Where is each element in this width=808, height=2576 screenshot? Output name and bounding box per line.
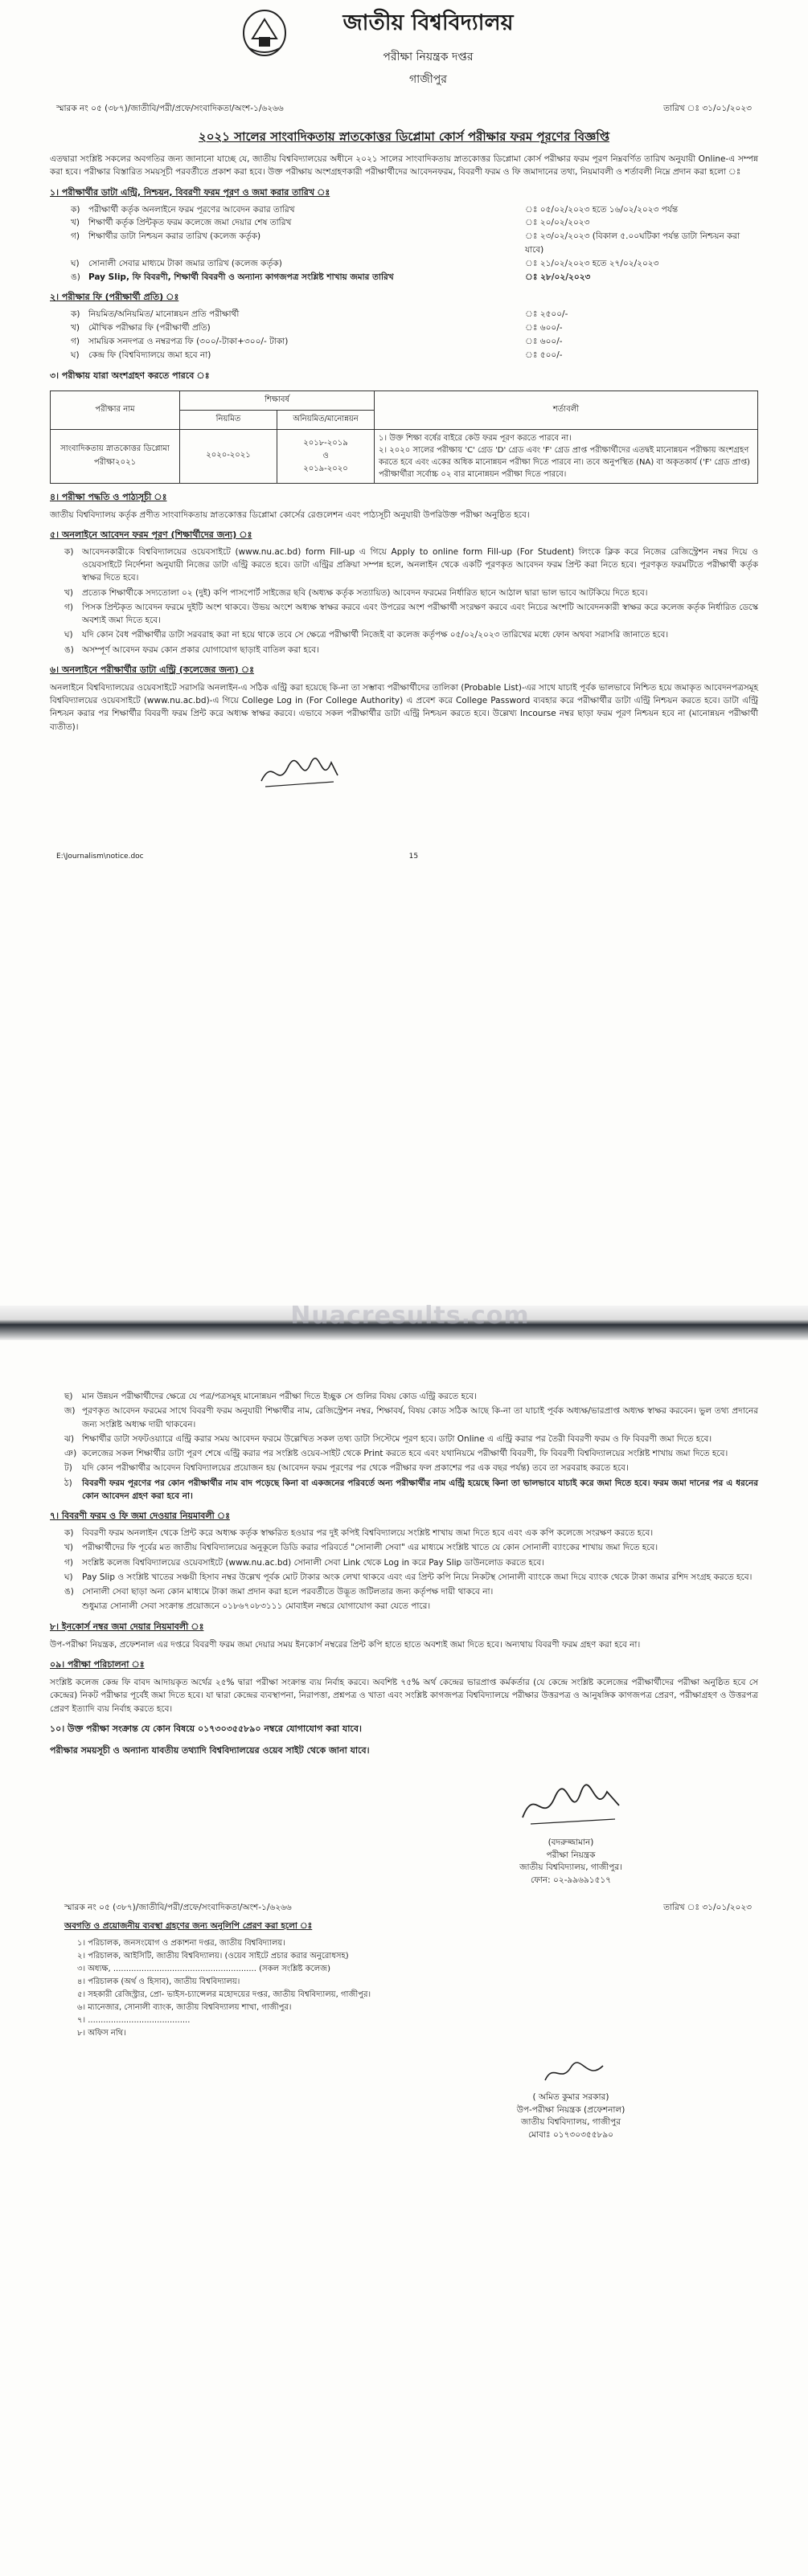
section-6-heading: ৬। অনলাইনে পরীক্ষার্থীর ডাটা এন্ট্রি (কলেজের জন্য) ঃ	[50, 664, 255, 675]
list-row: ক) নিয়মিত/অনিয়মিত/ মানোন্নয়ন প্রতি পরীক্ষার্থী ঃ ২৫০০/-	[71, 309, 568, 320]
copy-recipient: ৬। ম্যানেজার, সোনালী ব্যাংক, জাতীয় বিশ্ববিদ্যালয় শাখা, গাজীপুর।	[77, 2002, 292, 2012]
copy-recipient: ৫। সহকারী রেজিস্ট্রার, প্রো- ভাইস-চ্যান্সেলর মহোদয়ের দপ্তর, জাতীয় বিশ্ববিদ্যালয়, গাজীপুর।	[77, 1989, 371, 1999]
signature-scribble-icon	[257, 753, 346, 793]
section-1-heading: ১। পরীক্ষার্থীর ডাটা এন্ট্রি, নিশ্চয়ন, বিবরণী ফরম পূরণ ও জমা করার তারিখ ঃ	[50, 186, 330, 198]
list-item: শুধুমাত্র সোনালী সেবা সংক্রান্ত প্রয়োজনে ০১৮৬৭০৮৩১১১ মোবাইল নম্বরে যোগাযোগ করা যেতে পারে।	[82, 1601, 431, 1612]
list-item: গ) সংশ্লিষ্ট কলেজ বিশ্ববিদ্যালয়ের ওয়েবসাইটে (www.nu.ac.bd) সোনালী সেবা Link থেকে Log in করে Pay Slip ডাউনলোড করতে হবে।	[64, 1557, 544, 1568]
list-item: ঘ) যদি কোন বৈধ পরীক্ষার্থীর ডাটা সরবরাহ করা না হয়ে থাকে তবে সে ক্ষেত্রে পরীক্ষার্থী নিজেই বা কলেজ কর্তৃপক্ষ ০৫/০২/২০২৩ তারিখের মধ্যে ফোন অথবা সরাসরি জানাতে হবে।	[64, 630, 669, 640]
fee-deposit-rules	[0, 1527, 808, 1613]
page-number: 15	[408, 852, 419, 861]
section-7-heading: ৭। বিবরণী ফরম ও ফি জমা দেওয়ার নিয়মাবলী ঃ	[50, 1511, 230, 1522]
memo-date: তারিখ ঃ ৩১/০১/২০২৩	[663, 104, 752, 113]
section-8-text: উপ-পরীক্ষা নিয়ন্ত্রক, প্রফেশনাল এর দপ্তরে বিবরণী ফরম জমা দেয়ার সময় ইনকোর্স নম্বরের প্রিন্ট কপি হাতে হাতে অবশ্যই জমা দিতে হবে। অন্যথায় বিবরণী ফরম গ্রহণ করা হবে না।	[50, 1639, 641, 1650]
deputy-signature-icon	[539, 2056, 611, 2088]
list-row: খ) মৌখিক পরীক্ষার ফি (পরীক্ষার্থী প্রতি) ঃ ৬০০/-	[71, 323, 563, 333]
list-item: ঙ) সোনালী সেবা ছাড়া অন্য কোন মাধ্যমে টাকা জমা প্রদান করা হলে পরবর্তীতে উদ্ভূত জটিলতার জন্য কর্তৃপক্ষ দায়ী থাকবে না।	[64, 1587, 494, 1597]
student-instructions	[0, 546, 808, 656]
list-item: ঠ) বিবরণী ফরম পূরণের পর কোন পরীক্ষার্থীর নাম বাদ পড়েছে কিনা বা একজনের পরিবর্তে অন্য পরীক্ষার্থীর নাম এন্ট্রি হয়েছে কিনা তা ভালভাবে যাচাই করে জমা দিতে হবে। ফরম জমা দানের পর এ ধরনের কোন আবেদন গ্রহণ করা হবে না।	[64, 1478, 758, 1501]
list-item: ঞ) কলেজের সকল শিক্ষার্থীর ডাটা পূরণ শেষে এন্ট্রি করার পর সংশ্লিষ্ট ওয়েব-সাইট থেকে Print করতে হবে এবং যথানিয়মে পরীক্ষার্থী বিবরণী, ফি বিবরণী বিশ্ববিদ্যালয়ের সংশ্লিষ্ট শাখায় জমা দিতে হবে।	[64, 1449, 728, 1459]
cell-regular: ২০২০-২০২১	[180, 429, 277, 483]
copy-recipients	[77, 1937, 744, 2040]
deputy-sign-block: ( অমিত কুমার সরকার) উপ-পরীক্ষা নিয়ন্ত্রক (প্রফেশনাল) জাতীয় বিশ্ববিদ্যালয়, গাজীপুর মোবাঃ ০১৭৩০৩৫৫৮৯০	[516, 2091, 625, 2141]
memo-number-2: স্মারক নং ০৫ (৩৮৭)/জাতীবি/পরী/প্রফে/সংবাদিকতা/অংশ-১/৬২৬৬	[64, 1902, 292, 1912]
list-item: ক) আবেদনকারীকে বিশ্ববিদ্যালয়ের ওয়েবসাইটে (www.nu.ac.bd) form Fill-up এ গিয়ে Apply to online form Fill-up (For Student) লিংকে ক্লিক করে নিজের রেজিস্ট্রেশন নম্বর দিয়ে ও ওয়েবসাইটে নির্দেশনা অনুযায়ী নিজের ডাটা এন্ট্রি করতে হবে। ডাটা এন্ট্রির প্রক্রিয়া সম্পন্ন হলে, অনলাইন থেকে একটি পূরণকৃত আবেদন ফরম প্রিন্ট করা নিতে হবে। পূরণকৃত ফরমটিতে পরীক্ষার্থী কর্তৃক স্বাক্ষর দিতে হবে।	[64, 546, 758, 583]
list-item: ঘ) Pay Slip ও সংশ্লিষ্ট খাতের সঞ্চয়ী হিসাব নম্বর উল্লেখ পূর্বক মোট টাকার অংক লেখা থাকবে এবং এর প্রিন্ট কপি নিয়ে নিকটস্থ সোনালী ব্যাংকে জমা দিয়ে ব্যাংক থেকে টাকা জমার রশিদ সংগ্রহ করতে হবে।	[64, 1572, 753, 1582]
section-6-text: অনলাইনে বিশ্ববিদ্যালয়ের ওয়েবসাইটে সরাসরি অনলাইন-এ সঠিক এন্ট্রি করা হয়েছে কি-না তা সম্ভাব্য পরীক্ষার্থীদের তালিকা (Probable List)-এর সাথে যাচাই পূর্বক ভালভাবে নিশ্চিত হয়ে জমাকৃত আবেদনপত্রসমূহ বিশ্ববিদ্যালয়ের ওয়েবসাইটে (www.nu.ac.bd)-এ গিয়ে College Log in (For College Authority) এ প্রবেশ করে College Password ব্যবহার করে পরীক্ষার্থীর ডাটা এন্ট্রি নিশ্চয়ন করতে হবে। ডাটা এন্ট্রি নিশ্চয়ন করার পর শিক্ষার্থীর বিবরণী ফরম প্রিন্ট করে অধ্যক্ষ স্বাক্ষর করবে। এভাবে সকল পরীক্ষার্থীর ডাটা এন্ট্রি নিশ্চয়ন করতে হবে। উল্লেখ্য Incourse নম্বর ছাড়া ফরম পূরণ নিশ্চয়ন হবে না (মানোন্নয়ন পরীক্ষার্থী ব্যতীত)।	[50, 682, 758, 732]
list-item: গ) পিসক প্রিন্টকৃত আবেদন ফরমে দুইটি অংশ থাকবে। উভয় অংশে অধ্যক্ষ স্বাক্ষর করবে এবং উপরের অংশ পরীক্ষার্থী সংরক্ষণ করবে এবং নিচের অংশটি আবেদনকারী স্বাক্ষর করে কলেজ কর্তৃক নির্ধারিত ডেস্কে অবশ্যই জমা দিতে হবে।	[64, 602, 758, 626]
cell-exam: সাংবাদিকতায় স্নাতকোত্তর ডিপ্লোমা পরীক্ষা২০২১	[51, 429, 180, 483]
page-footer	[56, 853, 808, 861]
list-row: ঙ) Pay Slip, ফি বিবরণী, শিক্ষার্থী বিবরণী ও অন্যান্য কাগজপত্র সংশ্লিষ্ট শাখায় জমার তারিখ ঃ ২৮/০২/২০২৩	[71, 272, 591, 282]
cell-conditions: ১। উক্ত শিক্ষা বর্ষের বাইরে কেউ ফরম পূরণ করতে পারবে না। ২। ২০২০ সালের পরীক্ষায় 'C' গ্রেড 'D' গ্রেড এবং 'F' গ্রেড প্রাপ্ত পরীক্ষার্থীদের এতদ্বই মানোন্নয়ন পরীক্ষায় অংশগ্রহণ করতে হবে এবং একের অধিক মানোন্নয়ন পরীক্ষা দিতে পারবে না। তবে অনুপস্থিত (NA) বা অকৃতকার্য ('F' গ্রেড প্রাপ্ত) পরীক্ষার্থীরা সর্বোচ্চ ০২ বার মানোন্নয়ন পরীক্ষা দিতে পারবে।	[375, 429, 758, 483]
college-instructions-continued	[0, 1390, 808, 1503]
fee-list	[0, 308, 808, 362]
list-item: খ) পরীক্ষার্থীদের ফি পূর্বের মত জাতীয় বিশ্ববিদ্যালয়ের অনুকূলে ডিডি করার পরিবর্তে "সোনালী সেবা" এর মাধ্যমে সংশ্লিষ্ট খাতে যে কোন সোনালী ব্যাংকের শাখায় জমা দিতে হবে।	[64, 1543, 658, 1553]
section-4-text: জাতীয় বিশ্ববিদ্যালয় কর্তৃক প্রণীত সাংবাদিকতায় স্নাতকোত্তর ডিপ্লোমা কোর্সের রেগুলেশন এবং পাঠ্যসূচী অনুযায়ী উপরিউক্ত পরীক্ষা অনুষ্ঠিত হবে।	[50, 509, 530, 520]
letterhead	[0, 0, 808, 103]
controller-sign-block: (বদরুজ্জামান) পরীক্ষা নিয়ন্ত্রক জাতীয় বিশ্ববিদ্যালয়, গাজীপুর। ফোন: ০২-৯৯৬৯১৫১৭	[519, 1837, 622, 1886]
closing-note: পরীক্ষার সময়সূচী ও অন্যান্য যাবতীয় তথ্যাদি বিশ্ববিদ্যালয়ের ওয়েব সাইট থেকে জানা যাবে।	[50, 1744, 370, 1756]
intro-paragraph: এতদ্বারা সংশ্লিষ্ট সকলের অবগতির জন্য জানানো যাচ্ছে যে, জাতীয় বিশ্ববিদ্যালয়ের অধীনে ২০২১ সালের সাংবাদিকতায় স্নাতকোত্তর ডিপ্লোমা কোর্স পরীক্ষার ফরম পূরণ নিম্নবর্ণিত তারিখ অনুযায়ী Online-এ সম্পন্ন করা হবে। পরীক্ষার বিস্তারিত সময়সূচী পরবর্তীতে প্রকাশ করা হবে। উক্ত পরীক্ষায় অংশগ্রহণকারী পরীক্ষার্থীদের আবেদনফরম, বিবরণী ফরম ও ফি জমাদানের তথ্য, নিয়মাবলী ও শর্তাবলী নিম্নে প্রদান করা হলো ঃ	[50, 154, 758, 178]
section-9-text: সংশ্লিষ্ট কলেজ কেন্দ্র ফি বাবদ আদায়কৃত অর্থের ২৫% দ্বারা পরীক্ষা সংক্রান্ত ব্যয় নির্বাহ করবে। অবশিষ্ট ৭৫% অর্থ কেন্দ্রের ভারপ্রাপ্ত কর্মকর্তার (যে কেন্দ্রে সংশ্লিষ্ট কলেজের পরীক্ষার্থীদের পরীক্ষা অনুষ্ঠিত হবে সে কেন্দ্রের) নিকট পরীক্ষার পূর্বেই জমা দিতে হবে। যা দ্বারা কেন্দ্রের ব্যবস্থাপনা, নিরাপত্তা, প্রশ্নপত্র ও খাতা এবং সংশ্লিষ্ট কাগজপত্র বিশ্ববিদ্যালয়ে পরীক্ষার উত্তরপত্র ও আনুষঙ্গিক কাগজপত্র প্রেরণ, পরীক্ষাগ্রহণ ও উত্তরপত্র প্রেরণ ইত্যাদি ব্যয় নির্বাহ করতে হবে।	[50, 1677, 758, 1714]
copy-recipient: ২। পরিচালক, আইসিটি, জাতীয় বিশ্ববিদ্যালয়। (ওয়েব সাইটে প্রচার করার অনুরোধসহ)	[77, 1951, 349, 1961]
list-item: জ) পূরণকৃত আবেদন ফরমের সাথে বিবরণী ফরম অনুযায়ী শিক্ষার্থীর নাম, রেজিস্ট্রেশন নম্বর, শিক্ষাবর্ষ, বিষয় কোড সঠিক আছে কি-না তা যাচাই পূর্বক অধ্যক্ষ/ভারপ্রাপ্ত অধ্যক্ষ স্বাক্ষর করবেন। ভুল তথ্য প্রদানের জন্য সংশ্লিষ্ট অধ্যক্ষ দায়ী থাকবেন।	[64, 1406, 758, 1429]
section-10-contact: ১০। উক্ত পরীক্ষা সংক্রান্ত যে কোন বিষয়ে ০১৭৩০৩৫৫৮৯০ নম্বরে যোগাযোগ করা যাবে।	[50, 1723, 362, 1734]
list-row: ঘ) কেন্দ্র ফি (বিশ্ববিদ্যালয়ে জমা হবে না) ঃ ৫০০/-	[71, 350, 563, 360]
list-item: ট) যদি কোন পরীক্ষার্থীর আবেদন বিশ্ববিদ্যালয়ের প্রয়োজন হয় (আবেদন ফরম পূরণের পর থেকে পরীক্ষার ফল প্রকাশের পর এক বছর পর্যন্ত) তবে তা সরবরাহ করতে হবে।	[64, 1463, 629, 1474]
section-2-heading: ২। পরীক্ষার ফি (পরীক্ষার্থী প্রতি) ঃ	[50, 292, 179, 303]
notice-page-2	[0, 1340, 808, 2576]
university-logo-icon	[241, 8, 288, 58]
memo-number: স্মারক নং ০৫ (৩৮৭)/জাতীবি/পরী/প্রফে/সংবাদিকতা/অংশ-১/৬২৬৬	[56, 104, 284, 113]
list-row: গ) শিক্ষার্থীর ডাটা নিশ্চয়ন করার তারিখ (কলেজ কর্তৃক) ঃ ২৩/০২/২০২৩ (বিকাল ৫.০০ঘটিকা পর্যন্ত ডাটা নিশ্চয়ন করা যাবে)	[71, 231, 740, 255]
section-9-heading: ০৯। পরীক্ষা পরিচালনা ঃ	[50, 1658, 145, 1670]
file-path: E:\Journalism\notice.doc	[56, 852, 144, 861]
cell-irregular: ২০১৮-২০১৯ ও ২০১৯-২০২০	[277, 429, 375, 483]
copy-recipient: ১। পরিচালক, জনসংযোগ ও প্রকাশনা দপ্তর, জাতীয় বিশ্ববিদ্যালয়।	[77, 1938, 285, 1948]
list-item: ঙ) অসম্পূর্ণ আবেদন ফরম কোন প্রকার যোগাযোগ ছাড়াই বাতিল করা হবে।	[64, 644, 319, 655]
section-8-heading: ৮। ইনকোর্স নম্বর জমা দেয়ার নিয়মাবলী ঃ	[50, 1621, 204, 1632]
list-item: ক) বিবরণী ফরম অনলাইন থেকে প্রিন্ট করে অধ্যক্ষ কর্তৃক স্বাক্ষরিত হওয়ার পর দুই কপিই বিশ্ববিদ্যালয়ে সংশ্লিষ্ট শাখায় জমা দিতে হবে এবং এক কপি কলেজে সংরক্ষণ করতে হবে।	[64, 1528, 654, 1539]
section-3-heading: ৩। পরীক্ষায় যারা অংশগ্রহণ করতে পারবে ঃ	[50, 370, 210, 381]
list-item: ছ) মান উন্নয়ন পরীক্ষার্থীদের ক্ষেত্রে যে পত্র/পত্রসমূহ মানোন্নয়ন পরীক্ষা দিতে ইচ্ছুক সে গুলির বিষয় কোড এন্ট্রি করতে হবে।	[64, 1392, 477, 1401]
copy-recipient: ৩। অধ্যক্ষ, ........................................................ (সকল সংশ্লিষ্ট কলেজ)	[77, 1964, 330, 1973]
list-row: ঘ) সোনালী সেবার মাধ্যমে টাকা জমার তারিখ (কলেজ কর্তৃক) ঃ ২১/০২/২০২৩ হতে ২৭/০২/২০২৩	[71, 258, 659, 268]
eligibility-table	[50, 390, 758, 484]
copy-to-heading: অবগতি ও প্রয়োজনীয় ব্যবস্থা গ্রহণের জন্য অনুলিপি প্রেরণ করা হলো ঃ	[64, 1920, 313, 1931]
memo-date-2: তারিখ ঃ ৩১/০১/২০২৩	[663, 1902, 752, 1912]
copy-recipient: ৪। পরিচালক (অর্থ ও হিসাব), জাতীয় বিশ্ববিদ্যালয়।	[77, 1977, 240, 1986]
reference-row-2	[64, 1902, 752, 1916]
list-item: ঝ) শিক্ষার্থীর ডাটা সফটওয়্যারে এন্ট্রি করার সময় আবেদন ফরমে উল্লেখিত সকল তথ্য ডাটা সিস্টেমে পূরণ হবে। ডাটা Online এ এন্ট্রি করার পর তৈরী বিবরণী ফরম ও ফি বিবরণী জমা দিতে হবে।	[64, 1433, 712, 1444]
reference-row	[56, 103, 752, 117]
office-name: পরীক্ষা নিয়ন্ত্রক দপ্তর	[383, 51, 474, 63]
list-row: ক) পরীক্ষার্থী কর্তৃক অনলাইনে ফরম পূরণের আবেদন করার তারিখ ঃ ০৫/০২/২০২৩ হতে ১৬/০২/২০২৩ পর্যন্ত	[71, 204, 679, 215]
section-5-heading: ৫। অনলাইনে আবেদন ফরম পূরণ (শিক্ষার্থীদের জন্য) ঃ	[50, 529, 252, 540]
office-city: গাজীপুর	[409, 73, 447, 86]
col-session: শিক্ষাবর্ষ	[180, 390, 375, 410]
col-irregular: অনিয়মিত/মানোন্নয়ন	[277, 410, 375, 429]
site-watermark: Nuacresults.com	[290, 1302, 530, 1330]
copy-recipient: ৮। অফিস নথি।	[77, 2028, 126, 2038]
col-exam-name: পরীক্ষার নাম	[51, 390, 180, 429]
list-item: খ) প্রত্যেক শিক্ষার্থীকে সদ্যতোলা ০২ (দুই) কপি পাসপোর্ট সাইজের ছবি (অধ্যক্ষ কর্তৃক সত্যায়িত) আবেদন ফরমের নির্ধারিত ছানে আঠাল দ্বারা ভাল ভাবে আটকিয়ে দিতে হবে।	[64, 587, 648, 598]
section-4-heading: ৪। পরীক্ষা পদ্ধতি ও পাঠ্যসূচী ঃ	[50, 491, 167, 502]
schedule-list	[0, 203, 808, 284]
notice-title: ২০২১ সালের সাংবাদিকতায় স্নাতকোত্তর ডিপ্লোমা কোর্স পরীক্ষার ফরম পূরণের বিজ্ঞপ্তি	[198, 129, 610, 144]
col-regular: নিয়মিত	[180, 410, 277, 429]
list-row: খ) শিক্ষার্থী কর্তৃক প্রিন্টকৃত ফরম কলেজে জমা দেয়ার শেষ তারিখ ঃ ২০/০২/২০২৩	[71, 218, 590, 228]
copy-recipient: ৭। ........................................	[77, 2015, 191, 2025]
list-row: গ) সাময়িক সনদপত্র ও নম্বরপত্র ফি (৩০০/-টাকা+৩০০/- টাকা) ঃ ৬০০/-	[71, 336, 563, 346]
col-conditions: শর্তাবলী	[375, 390, 758, 429]
university-name: জাতীয় বিশ্ববিদ্যালয়	[342, 10, 514, 35]
controller-signature-icon	[515, 1777, 627, 1834]
